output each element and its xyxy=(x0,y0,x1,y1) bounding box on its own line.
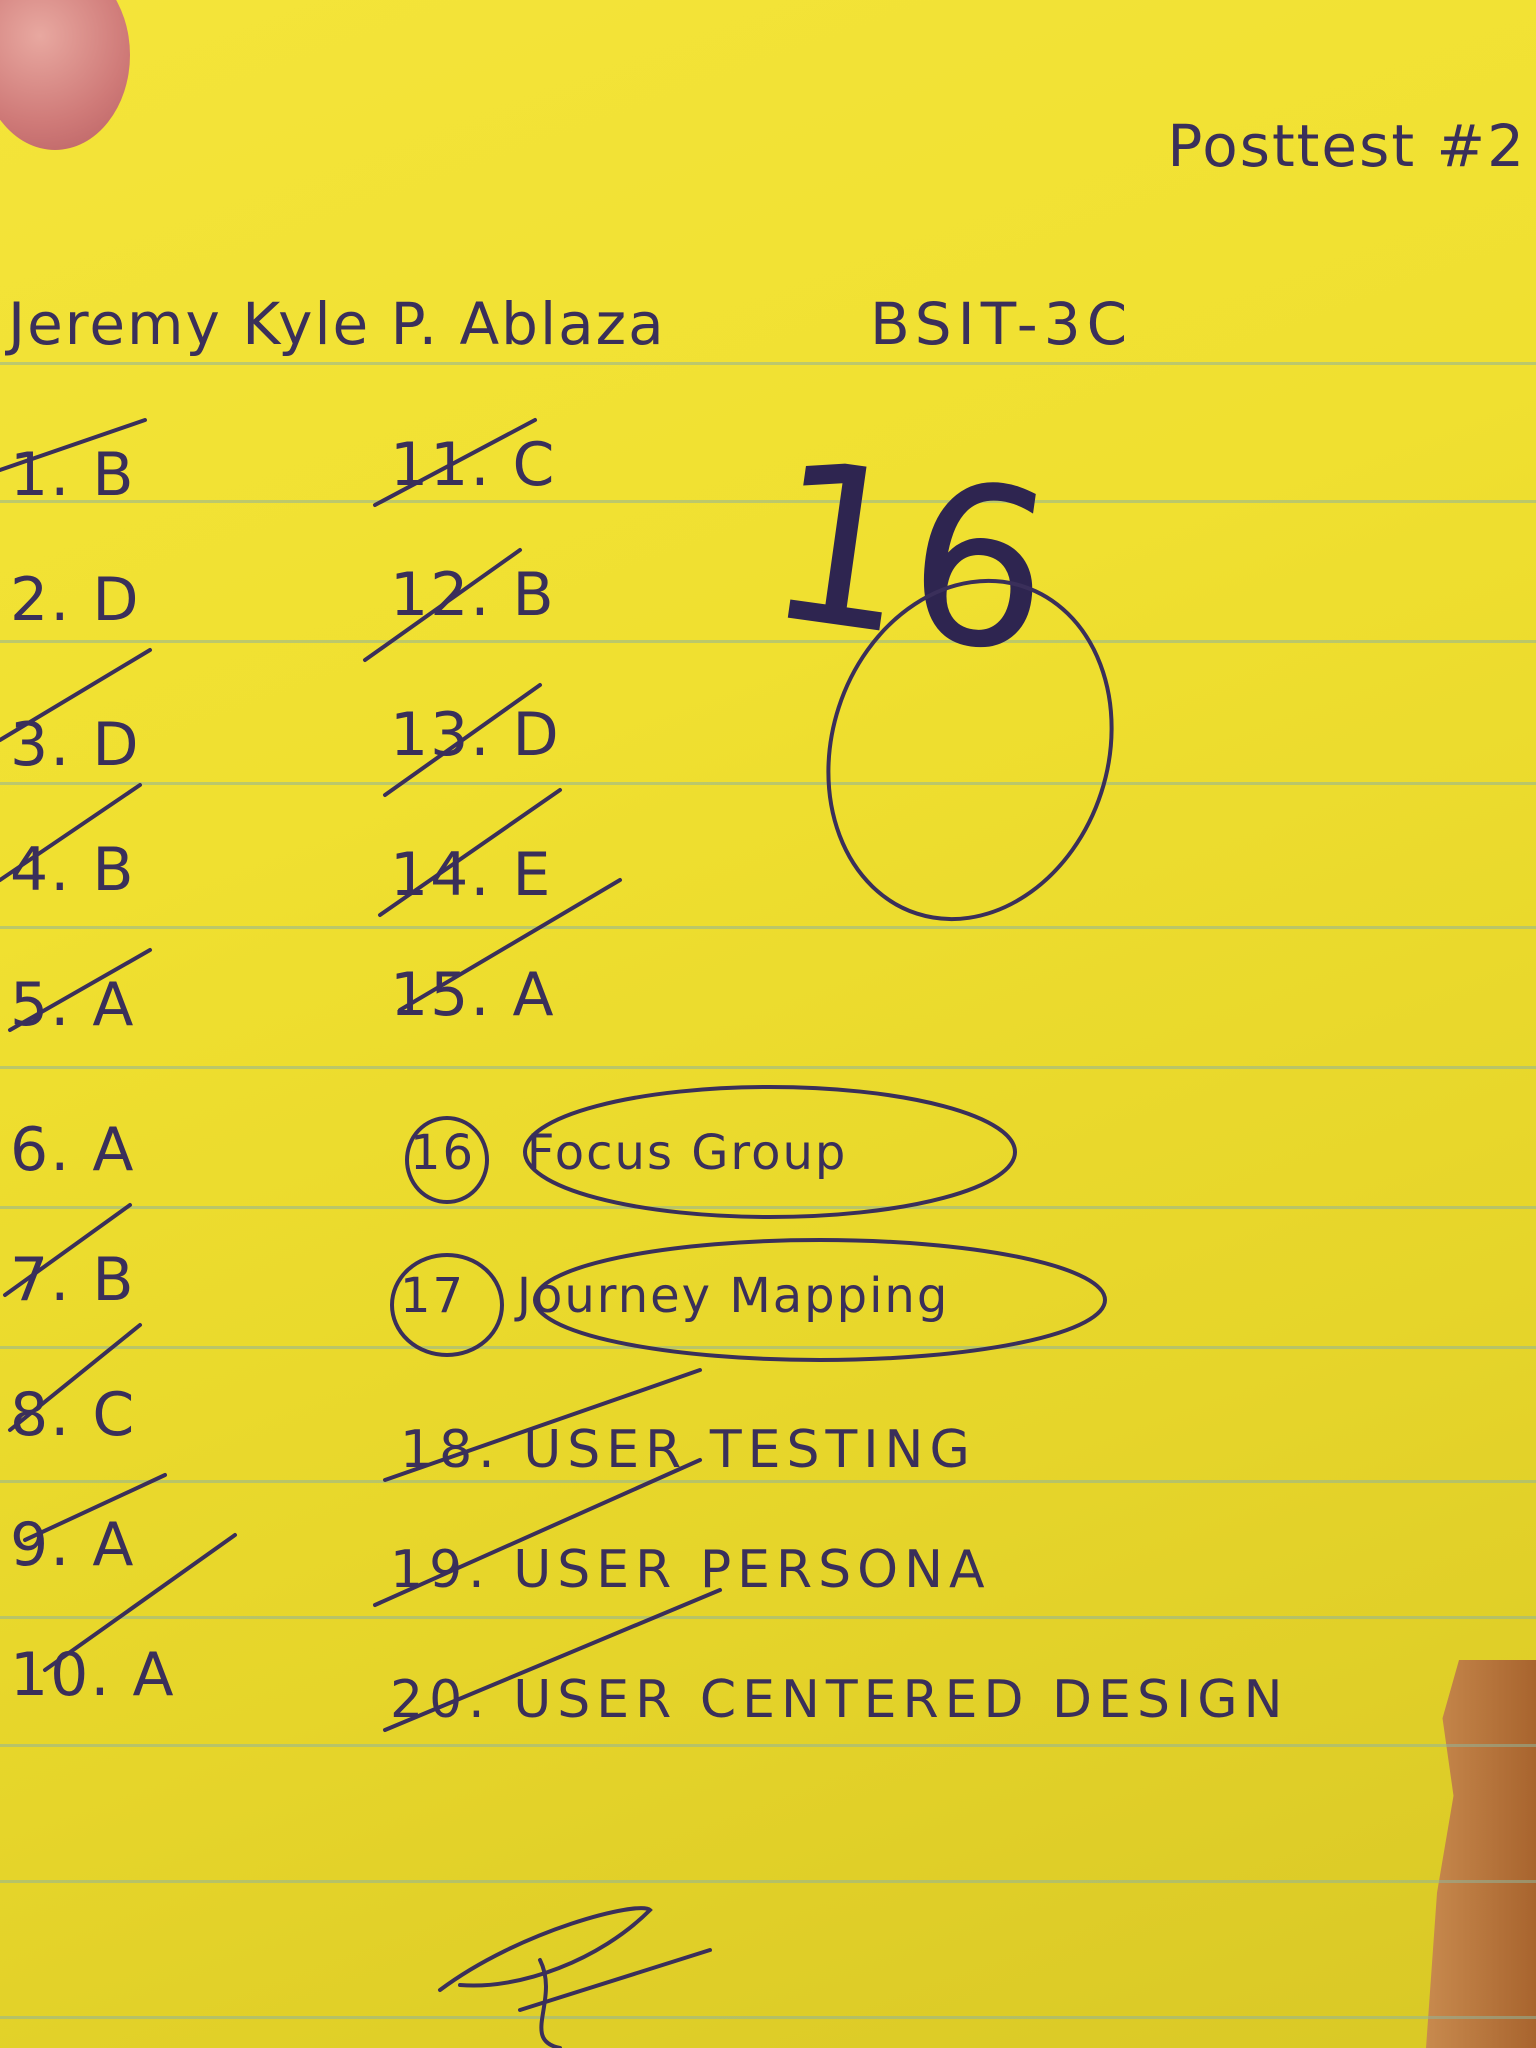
rule-line xyxy=(0,1744,1536,1747)
item-number: 3 xyxy=(10,710,51,780)
rule-line xyxy=(0,2016,1536,2019)
rule-line xyxy=(0,362,1536,365)
answer-item: 14. E xyxy=(390,840,553,910)
item-number: 9 xyxy=(10,1510,51,1580)
item-number: 15 xyxy=(390,960,471,1030)
item-answer: B xyxy=(92,835,136,905)
answer-item: 9. A xyxy=(10,1510,136,1580)
answer-item: 18. USER TESTING xyxy=(400,1420,976,1480)
item-answer: D xyxy=(92,565,141,635)
answer-item: 10. A xyxy=(10,1640,176,1710)
score-value: 16 xyxy=(753,411,1067,705)
rule-line xyxy=(0,1880,1536,1883)
item-answer: A xyxy=(132,1640,176,1710)
answer-item: 8. C xyxy=(10,1380,137,1450)
rule-line xyxy=(0,1206,1536,1209)
item-answer: C xyxy=(92,1380,137,1450)
rule-line xyxy=(0,500,1536,503)
rule-line xyxy=(0,1616,1536,1619)
item-number: 14 xyxy=(390,840,471,910)
answer-item xyxy=(400,1268,949,1324)
answer-item: 5. A xyxy=(10,970,136,1040)
answer-item: 4. B xyxy=(10,835,136,905)
answer-item: 19. USER PERSONA xyxy=(390,1540,991,1600)
rule-line xyxy=(0,926,1536,929)
item-answer: A xyxy=(92,970,136,1040)
torn-edge xyxy=(1426,1660,1536,2048)
item-answer: B xyxy=(512,560,556,630)
answer-item: 7. B xyxy=(10,1245,136,1315)
item-number: 1 xyxy=(10,440,51,510)
item-number: 10 xyxy=(10,1640,91,1710)
item-number: 4 xyxy=(10,835,51,905)
thumb xyxy=(0,0,130,150)
answer-item xyxy=(410,1125,847,1181)
item-answer: A xyxy=(92,1510,136,1580)
answer-item: 3. D xyxy=(10,710,141,780)
item-answer: B xyxy=(92,440,136,510)
rule-line xyxy=(0,1480,1536,1483)
item-answer: USER CENTERED DESIGN xyxy=(513,1670,1289,1730)
item-answer: Journey Mapping xyxy=(516,1268,950,1324)
rule-line xyxy=(0,1066,1536,1069)
answer-item: 6. A xyxy=(10,1115,136,1185)
item-number: 2 xyxy=(10,565,51,635)
student-name: Jeremy Kyle P. Ablaza xyxy=(8,290,666,358)
test-title: Posttest #2 xyxy=(1167,112,1526,180)
item-number: 16 xyxy=(410,1125,476,1181)
answer-item: 12. B xyxy=(390,560,556,630)
answer-item: 13. D xyxy=(390,700,561,770)
item-number: 5 xyxy=(10,970,51,1040)
answer-item: 20. USER CENTERED DESIGN xyxy=(390,1670,1289,1730)
answer-item: 11. C xyxy=(390,430,557,500)
item-number: 19 xyxy=(390,1540,469,1600)
item-answer: B xyxy=(92,1245,136,1315)
grader-signature xyxy=(440,1908,710,2048)
class-section: BSIT-3C xyxy=(870,290,1134,358)
item-answer: D xyxy=(92,710,141,780)
item-number: 18 xyxy=(400,1420,479,1480)
answer-item: 2. D xyxy=(10,565,141,635)
item-number: 8 xyxy=(10,1380,51,1450)
item-answer: USER PERSONA xyxy=(513,1540,991,1600)
item-answer: D xyxy=(512,700,561,770)
item-answer: USER TESTING xyxy=(523,1420,976,1480)
item-answer: A xyxy=(92,1115,136,1185)
item-number: 13 xyxy=(390,700,471,770)
item-number: 20 xyxy=(390,1670,469,1730)
answer-item: 1. B xyxy=(10,440,136,510)
item-number: 17 xyxy=(400,1268,466,1324)
rule-line xyxy=(0,782,1536,785)
item-answer: E xyxy=(512,840,553,910)
item-answer: A xyxy=(512,960,556,1030)
item-number: 11 xyxy=(390,430,471,500)
rule-line xyxy=(0,1346,1536,1349)
item-number: 12 xyxy=(390,560,471,630)
item-answer: Focus Group xyxy=(526,1125,848,1181)
item-answer: C xyxy=(512,430,557,500)
answer-item: 15. A xyxy=(390,960,556,1030)
item-number: 6 xyxy=(10,1115,51,1185)
item-number: 7 xyxy=(10,1245,51,1315)
